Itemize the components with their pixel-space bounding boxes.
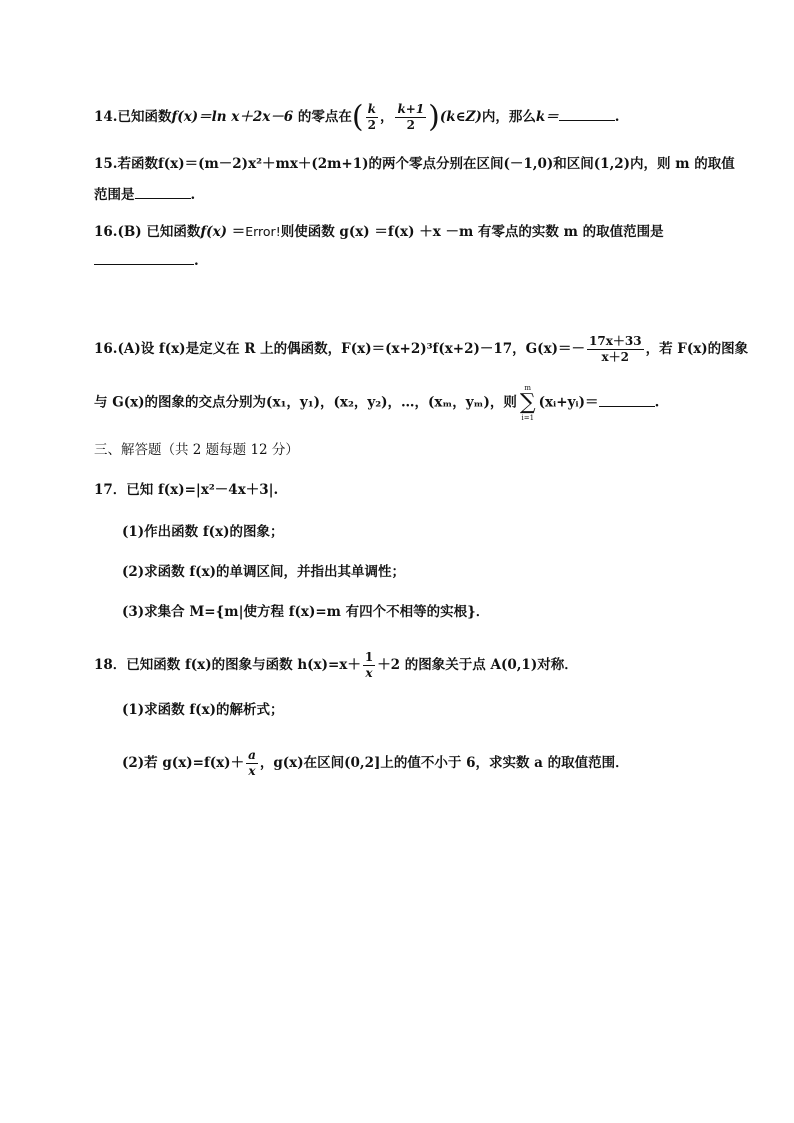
- question-16b-line-1: 16.(B) 已知函数f(x) ＝Error!则使函数 g(x) ＝f(x) ＋x －m 有零点的实数 m 的取值范围是: [94, 224, 664, 240]
- question-17-part-2: (2)求函数 f(x)的单调区间，并指出其单调性；: [122, 564, 405, 580]
- question-15-line-2: 范围是 .: [94, 184, 195, 205]
- q16a-answer-blank[interactable]: [599, 392, 655, 407]
- q16a-frac: $\frac{17x+33}{x+2}$: [589, 334, 642, 364]
- q18-p2-frac: $\frac{a}{x}$: [248, 748, 256, 778]
- q14-frac-2: $\frac{k+1}{2}$: [397, 102, 425, 132]
- q14-prefix: 14.已知函数: [94, 109, 172, 125]
- q14-frac-1: $\frac{k}{2}$: [367, 102, 376, 132]
- question-16a-line-2: 与 G(x)的图象的交点分别为(x₁，y₁)，(x₂，y₂)，…，(xₘ，yₘ)，则 m ∑ i=1 (xᵢ+yᵢ)＝ .: [94, 384, 660, 422]
- q14-mid: 的零点在: [297, 109, 352, 125]
- q18-frac: $\frac{1}{x}$: [364, 650, 374, 680]
- q15-answer-blank[interactable]: [135, 184, 191, 199]
- question-18-part-2: (2)若 g(x)=f(x)＋ $\frac{a}{x}$ ，g(x)在区间(0,2]上的值不小于 6，求实数 a 的取值范围．: [122, 748, 629, 778]
- q14-cond: (k∈Z): [439, 109, 482, 125]
- error-text: Error!: [245, 224, 281, 239]
- question-17-title: 17．已知 f(x)=|x²－4x＋3|.: [94, 482, 279, 498]
- q14-answer-blank[interactable]: [559, 106, 615, 121]
- question-17-part-1: (1)作出函数 f(x)的图象；: [122, 524, 284, 540]
- question-15-line-1: 15.若函数f(x)＝(m－2)x²＋mx＋(2m+1)的两个零点分别在区间(－1,0)和区间(1,2)内，则 m 的取值: [94, 156, 735, 172]
- q14-func: f(x)＝ln x＋2x－6: [171, 109, 294, 125]
- question-18-part-1: (1)求函数 f(x)的解析式；: [122, 702, 284, 718]
- section-3-heading: 三、解答题（共 2 题每题 12 分）: [94, 442, 299, 458]
- question-14: 14.已知函数f(x)＝ln x＋2x－6 的零点在( $\frac{k}{2}$ ， $\frac{k+1}{2}$ )(k∈Z)内，那么k＝ .: [94, 99, 620, 135]
- question-18-title: 18．已知函数 f(x)的图象与函数 h(x)=x＋ $\frac{1}{x}$ ＋2 的图象关于点 A(0,1)对称．: [94, 650, 578, 680]
- question-16b-line-2: .: [94, 250, 199, 271]
- q16b-answer-blank[interactable]: [94, 250, 194, 265]
- summation-symbol: m ∑ i=1: [519, 384, 536, 422]
- question-16a-line-1: 16.(A)设 f(x)是定义在 R 上的偶函数，F(x)＝(x+2)³f(x+2)－17，G(x)＝－ $\frac{17x+33}{x+2}$ ，若 F(x)的图象: [94, 334, 749, 364]
- question-17-part-3: (3)求集合 M={m|使方程 f(x)=m 有四个不相等的实根}．: [122, 604, 490, 620]
